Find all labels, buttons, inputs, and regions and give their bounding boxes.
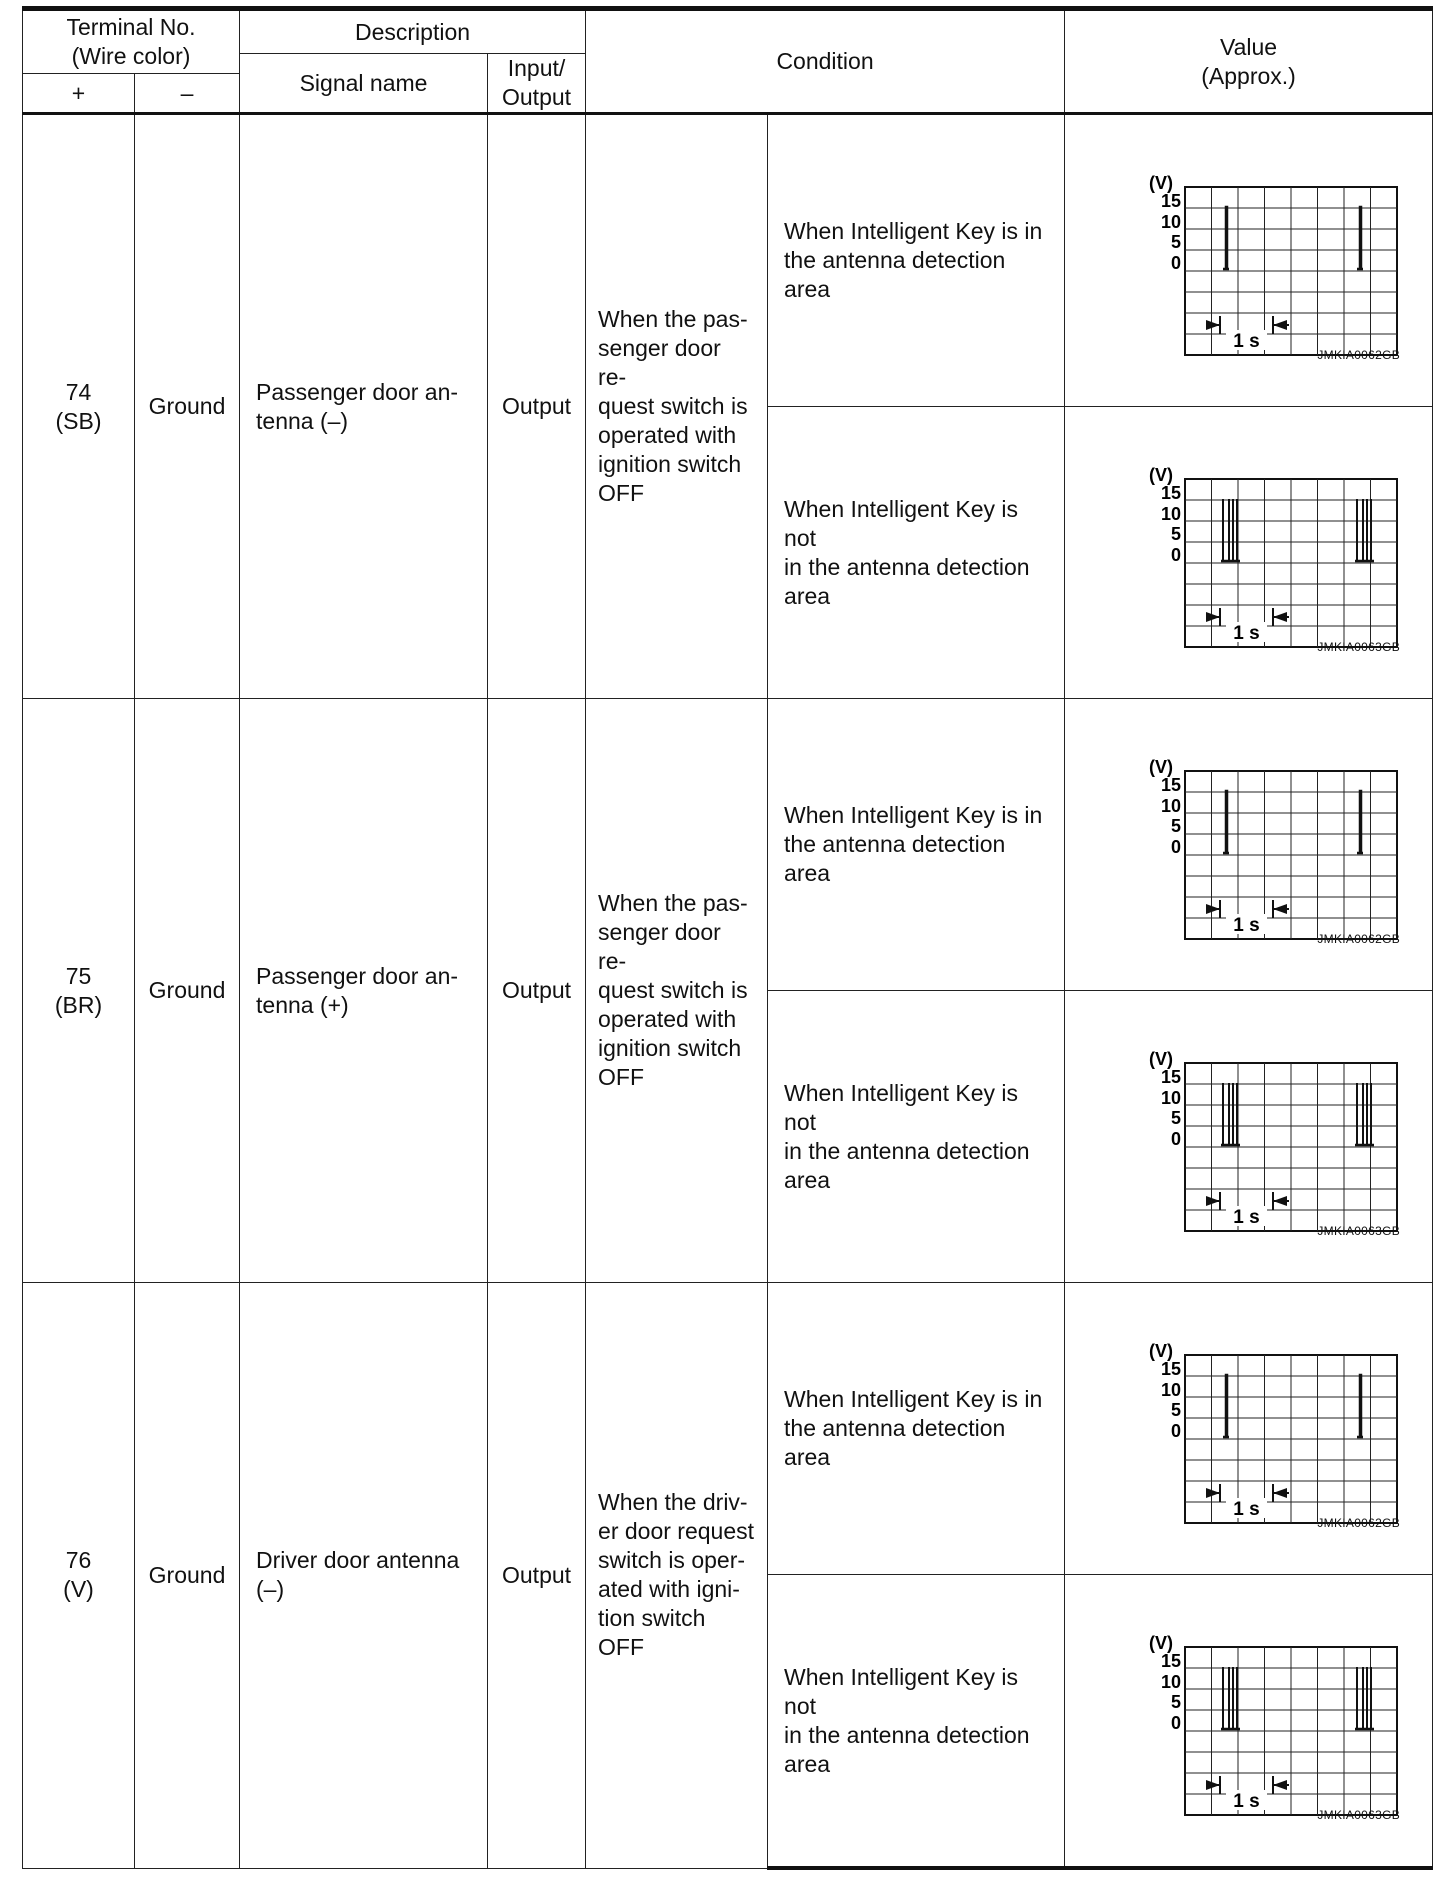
input-output-cell: Output [488, 699, 586, 1283]
approx-label: (Approx.) [1201, 62, 1296, 89]
minus-header: – [135, 74, 240, 114]
value-cell [1065, 1283, 1433, 1575]
figure-code: JMKIA0062GB [1317, 932, 1401, 946]
wire-color: (BR) [54, 991, 103, 1018]
operation-condition-cell [586, 699, 768, 1283]
condition-line: switch is oper- [598, 1547, 746, 1574]
condition-line: When Intelligent Key is in [784, 802, 1043, 828]
minus-terminal-cell: Ground [135, 114, 240, 699]
signal-name-line: Passenger door an- [256, 378, 459, 405]
minus-terminal-cell: Ground [135, 1283, 240, 1869]
time-scale-label: 1 s [1233, 1499, 1260, 1520]
y-tick-label: 0 [1171, 1713, 1182, 1733]
signal-name-cell [240, 1283, 488, 1869]
operation-condition-cell [586, 114, 768, 699]
wire-color: (SB) [55, 407, 102, 434]
time-scale-label: 1 s [1233, 1791, 1260, 1812]
terminal-cell [23, 1283, 135, 1869]
y-tick-label: 0 [1171, 253, 1182, 273]
y-tick-label: 10 [1161, 212, 1182, 232]
terminal-spec-table [22, 6, 1433, 1870]
value-cell [1065, 407, 1433, 699]
waveform-graph [1109, 1623, 1399, 1833]
condition-line: area [784, 860, 831, 886]
waveform-mark [1273, 1488, 1287, 1498]
waveform-mark [1273, 612, 1287, 622]
y-tick-label: 15 [1161, 775, 1182, 795]
waveform-graph [1109, 163, 1399, 373]
y-tick-label: 0 [1171, 1129, 1182, 1149]
condition-line: in the antenna detection [784, 553, 1030, 580]
terminal-number: 74 [65, 378, 92, 405]
condition-header: Condition [586, 9, 1065, 114]
waveform-graph [1109, 455, 1399, 665]
operation-condition-cell [586, 1283, 768, 1869]
condition-line: quest switch is [598, 393, 748, 419]
volt-unit-label: (V) [1149, 1341, 1174, 1361]
value-cell [1065, 991, 1433, 1283]
plus-header: + [23, 74, 135, 114]
waveform-graph [1109, 747, 1399, 957]
table-row [23, 114, 1433, 407]
waveform-graph [1109, 1039, 1399, 1249]
signal-name-line: Driver door antenna [256, 1547, 460, 1574]
waveform-mark [1357, 791, 1363, 853]
terminal-number: 76 [65, 1547, 92, 1574]
waveform-mark [1273, 904, 1287, 914]
y-tick-label: 5 [1171, 1108, 1182, 1128]
waveform-mark [1357, 207, 1363, 269]
condition-line: When Intelligent Key is not [784, 495, 1018, 551]
volt-unit-label: (V) [1149, 757, 1174, 777]
condition-line: ignition switch [598, 451, 742, 477]
time-scale-label: 1 s [1233, 331, 1260, 352]
condition-line: When Intelligent Key is not [784, 1663, 1018, 1719]
volt-unit-label: (V) [1149, 465, 1174, 485]
figure-code: JMKIA0063GB [1317, 1224, 1401, 1238]
figure-code: JMKIA0062GB [1317, 348, 1401, 362]
condition-line: quest switch is [598, 977, 748, 1003]
waveform-svg [1109, 1623, 1399, 1833]
waveform-svg [1109, 163, 1399, 373]
table-row [23, 1283, 1433, 1575]
waveform-svg [1109, 455, 1399, 665]
input-output-cell: Output [488, 114, 586, 699]
waveform-svg [1109, 1331, 1399, 1541]
terminal-no-label: Terminal No. [66, 14, 196, 40]
waveform-mark [1273, 1196, 1287, 1206]
key-condition-cell [768, 1283, 1065, 1575]
condition-line: senger door re- [598, 919, 721, 974]
key-condition-cell [768, 1575, 1065, 1869]
condition-line: operated with [598, 1006, 737, 1032]
condition-line: ignition switch [598, 1035, 742, 1061]
signal-name-header: Signal name [240, 54, 488, 114]
volt-unit-label: (V) [1149, 173, 1174, 193]
signal-name-cell [240, 699, 488, 1283]
condition-line: the antenna detection [784, 831, 1006, 857]
y-tick-label: 10 [1161, 1672, 1182, 1692]
condition-line: OFF [598, 1064, 645, 1090]
condition-line: When the driv- [598, 1489, 748, 1516]
waveform-mark [1223, 1375, 1229, 1437]
key-condition-cell [768, 407, 1065, 699]
y-tick-label: 15 [1161, 191, 1182, 211]
y-tick-label: 5 [1171, 232, 1182, 252]
value-cell [1065, 114, 1433, 407]
condition-line: When Intelligent Key is not [784, 1079, 1018, 1135]
waveform-mark [1357, 1375, 1363, 1437]
y-tick-label: 10 [1161, 1380, 1182, 1400]
key-condition-cell [768, 114, 1065, 407]
condition-line: When the pas- [598, 890, 748, 916]
waveform-mark [1206, 320, 1220, 330]
key-condition-cell [768, 699, 1065, 991]
condition-line: area [784, 276, 831, 302]
y-tick-label: 5 [1171, 816, 1182, 836]
value-header [1065, 9, 1433, 114]
time-scale-label: 1 s [1233, 915, 1260, 936]
terminal-number: 75 [65, 962, 92, 989]
y-tick-label: 10 [1161, 1088, 1182, 1108]
condition-line: When the pas- [598, 306, 748, 332]
y-tick-label: 10 [1161, 504, 1182, 524]
condition-line: operated with [598, 422, 737, 448]
condition-line: senger door re- [598, 335, 721, 390]
time-scale-label: 1 s [1233, 623, 1260, 644]
table-row [23, 699, 1433, 991]
condition-line: area [784, 1166, 831, 1193]
input-output-header [488, 54, 586, 114]
condition-line: er door request [598, 1518, 755, 1545]
figure-code: JMKIA0063GB [1317, 640, 1401, 654]
y-tick-label: 0 [1171, 545, 1182, 565]
waveform-mark [1223, 207, 1229, 269]
condition-line: in the antenna detection [784, 1721, 1030, 1748]
condition-line: in the antenna detection [784, 1137, 1030, 1164]
y-tick-label: 15 [1161, 1067, 1182, 1087]
volt-unit-label: (V) [1149, 1633, 1174, 1653]
waveform-mark [1273, 1780, 1287, 1790]
y-tick-label: 15 [1161, 483, 1182, 503]
condition-line: area [784, 1750, 831, 1777]
description-header: Description [240, 9, 586, 54]
condition-line: area [784, 1444, 831, 1470]
value-cell [1065, 1575, 1433, 1869]
y-tick-label: 5 [1171, 1400, 1182, 1420]
terminal-cell [23, 699, 135, 1283]
value-label: Value [1219, 33, 1278, 60]
waveform-mark [1273, 320, 1287, 330]
signal-name-line: tenna (+) [256, 991, 349, 1018]
value-cell [1065, 699, 1433, 991]
y-tick-label: 0 [1171, 1421, 1182, 1441]
wire-color: (V) [63, 1576, 94, 1603]
signal-name-line: Passenger door an- [256, 962, 459, 989]
waveform-svg [1109, 747, 1399, 957]
volt-unit-label: (V) [1149, 1049, 1174, 1069]
io-label-line1: Input/ [507, 55, 566, 81]
waveform-mark [1206, 1780, 1220, 1790]
terminal-no-header [23, 9, 240, 74]
condition-line: When Intelligent Key is in [784, 1386, 1043, 1412]
waveform-mark [1206, 1488, 1220, 1498]
terminal-cell [23, 114, 135, 699]
waveform-graph [1109, 1331, 1399, 1541]
time-scale-label: 1 s [1233, 1207, 1260, 1228]
input-output-cell: Output [488, 1283, 586, 1869]
wire-color-label: (Wire color) [71, 43, 191, 69]
figure-code: JMKIA0062GB [1317, 1516, 1401, 1530]
signal-name-line: tenna (–) [256, 407, 349, 434]
waveform-mark [1223, 791, 1229, 853]
waveform-svg [1109, 1039, 1399, 1249]
signal-name-line: (–) [256, 1576, 285, 1603]
key-condition-cell [768, 991, 1065, 1283]
condition-line: OFF [598, 1634, 645, 1661]
waveform-mark [1206, 904, 1220, 914]
condition-line: When Intelligent Key is in [784, 218, 1043, 244]
io-label-line2: Output [502, 84, 572, 110]
signal-name-cell [240, 114, 488, 699]
y-tick-label: 15 [1161, 1359, 1182, 1379]
minus-terminal-cell: Ground [135, 699, 240, 1283]
condition-line: the antenna detection [784, 1415, 1006, 1441]
condition-line: the antenna detection [784, 247, 1006, 273]
y-tick-label: 0 [1171, 837, 1182, 857]
y-tick-label: 15 [1161, 1651, 1182, 1671]
y-tick-label: 10 [1161, 796, 1182, 816]
y-tick-label: 5 [1171, 524, 1182, 544]
condition-line: ated with igni- [598, 1576, 740, 1603]
waveform-mark [1206, 612, 1220, 622]
condition-line: OFF [598, 480, 645, 506]
condition-line: tion switch [598, 1605, 706, 1632]
y-tick-label: 5 [1171, 1692, 1182, 1712]
figure-code: JMKIA0063GB [1317, 1808, 1401, 1822]
waveform-mark [1206, 1196, 1220, 1206]
condition-line: area [784, 582, 831, 609]
